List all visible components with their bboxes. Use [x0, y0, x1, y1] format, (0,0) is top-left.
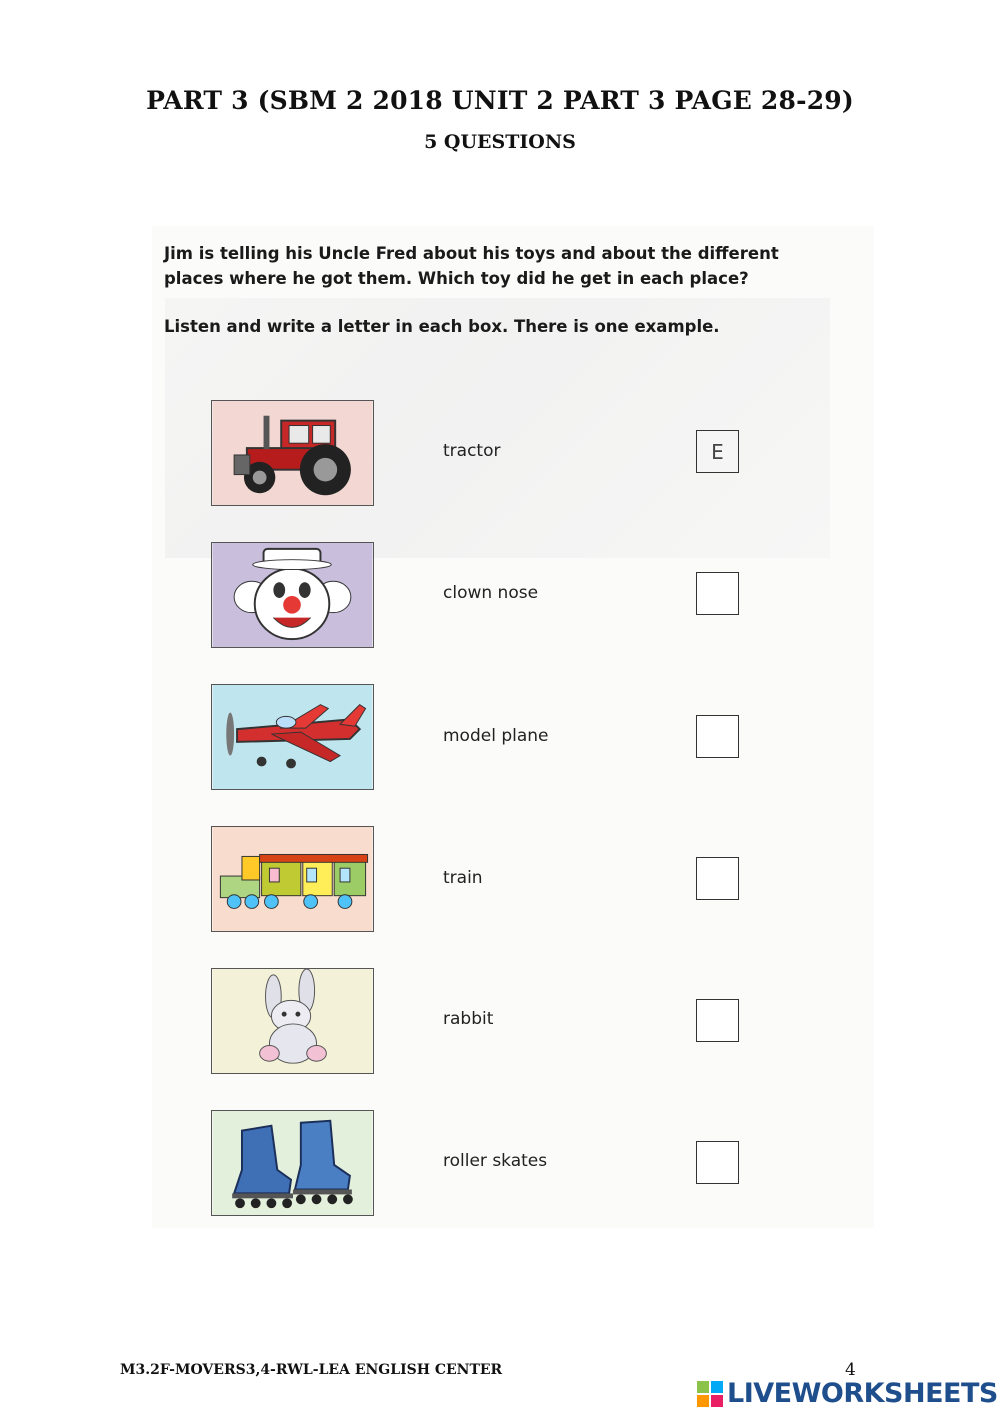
item-label-train: train — [443, 868, 483, 888]
clown-icon — [212, 543, 373, 647]
train-icon — [212, 827, 373, 931]
page-subtitle: 5 QUESTIONS — [424, 131, 576, 153]
footer-course-code: M3.2F-MOVERS3,4-RWL-LEA ENGLISH CENTER — [120, 1362, 503, 1378]
roller-skates-icon — [212, 1111, 373, 1215]
clown-picture — [211, 542, 374, 648]
item-label-roller-skates: roller skates — [443, 1151, 548, 1171]
item-label-clown-nose: clown nose — [443, 583, 539, 603]
brand-name: LIVEWORKSHEETS — [727, 1378, 998, 1409]
page-number: 4 — [845, 1360, 856, 1380]
item-label-rabbit: rabbit — [443, 1009, 494, 1029]
answer-box-rabbit[interactable] — [696, 999, 739, 1042]
instruction-line-1: Jim is telling his Uncle Fred about his toys and about the different — [164, 244, 779, 263]
rabbit-icon — [212, 969, 373, 1073]
answer-box-example: E — [696, 430, 739, 473]
liveworksheets-icon — [697, 1381, 723, 1407]
train-picture — [211, 826, 374, 932]
plane-picture — [211, 684, 374, 790]
item-label-model-plane: model plane — [443, 726, 549, 746]
page-title: PART 3 (SBM 2 2018 UNIT 2 PART 3 PAGE 28-29) — [146, 86, 854, 115]
answer-box-roller-skates[interactable] — [696, 1141, 739, 1184]
rabbit-picture — [211, 968, 374, 1074]
answer-box-train[interactable] — [696, 857, 739, 900]
instruction-line-2: places where he got them. Which toy did he get in each place? — [164, 269, 749, 288]
liveworksheets-logo[interactable] — [697, 1378, 998, 1409]
answer-box-model-plane[interactable] — [696, 715, 739, 758]
item-label-tractor: tractor — [443, 441, 501, 461]
instruction-line-3: Listen and write a letter in each box. There is one example. — [164, 317, 720, 336]
plane-icon — [212, 685, 373, 789]
tractor-icon — [212, 401, 373, 505]
skates-picture — [211, 1110, 374, 1216]
answer-box-clown-nose[interactable] — [696, 572, 739, 615]
tractor-picture — [211, 400, 374, 506]
